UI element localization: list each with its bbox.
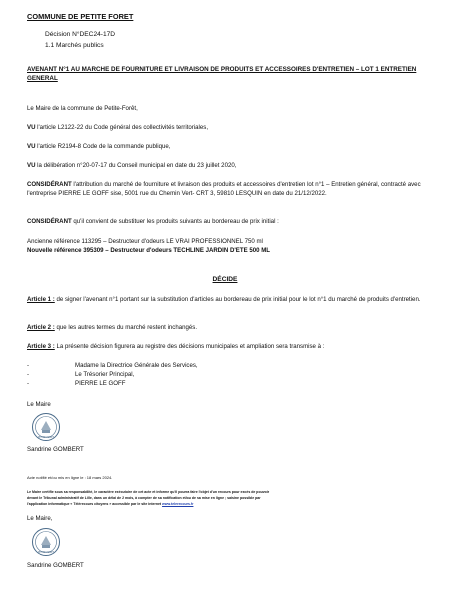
decision-subject: AVENANT N°1 AU MARCHE DE FOURNITURE ET LIVRAISON DE PRODUITS ET ACCESSOIRES D'ENTRETIEN – LOT 1 ENTRETIEN GENERAL [27, 66, 417, 82]
article-2 [27, 324, 423, 333]
signature2-name: Sandrine GOMBERT [27, 562, 84, 569]
recipient-text: PIERRE LE GOFF [75, 380, 126, 387]
article-label: Article 3 : [27, 343, 55, 350]
municipal-seal-icon [31, 527, 61, 557]
old-reference: Ancienne référence 113295 – Destructeur d'odeurs LE VRAI PROFESSIONNEL 750 ml [27, 238, 263, 245]
visa-1 [27, 124, 423, 133]
visa-label: VU [27, 124, 36, 131]
recipient-text: Le Trésorier Principal, [75, 371, 135, 378]
article-label: Article 1 : [27, 296, 55, 303]
bullet: - [27, 380, 30, 387]
article-text: La présente décision figurera au registre des décisions municipales et ampliation sera transmise à : [54, 343, 325, 350]
telerecours-link[interactable]: www.telerecours.fr [162, 502, 194, 506]
legal-line-2: devant le Tribunal administratif de Lille, dans un délai de 2 mois, à compter de sa notification et/ou de sa mise en ligne ; saisine possible par [27, 496, 261, 500]
article-text: de signer l'avenant n°1 portant sur la substitution d'articles au bordereau de prix initial pour le lot n°1 du marché de produits d'entretien. [54, 296, 421, 303]
intro-line: Le Maire de la commune de Petite-Forêt, [27, 105, 138, 112]
recipient-text: Madame la Directrice Générale des Services, [75, 362, 198, 369]
considerant-label: CONSIDÉRANT [27, 181, 72, 188]
considerant-label: CONSIDÉRANT [27, 218, 72, 225]
signature-title: Le Maire [27, 401, 51, 408]
municipal-seal-icon [31, 412, 61, 442]
new-reference: Nouvelle référence 395309 – Destructeur d'odeurs TECHLINE JARDIN D'ETE 500 ML [27, 247, 271, 254]
decision-category: 1.1 Marchés publics [45, 42, 104, 49]
seal-text: PETITE FORET [37, 436, 55, 439]
signature-name: Sandrine GOMBERT [27, 446, 84, 453]
considerant-2 [27, 218, 423, 227]
decision-number: Décision N°DEC24-17D [45, 31, 116, 38]
commune-heading: COMMUNE DE PETITE FORET [27, 12, 134, 21]
visa-2 [27, 143, 423, 152]
recipient-item [27, 381, 125, 387]
notification-date: Acte notifié et/ou mis en ligne le : 18 mars 2024. [27, 475, 113, 480]
considerant-1 [27, 181, 423, 198]
article-text: que les autres termes du marché restent inchangés. [54, 324, 198, 331]
recipient-item [27, 363, 198, 369]
visa-label: VU [27, 162, 36, 169]
visa-text: l'article R2194-8 Code de la commande publique, [35, 143, 171, 150]
considerant-text: l'attribution du marché de fourniture et livraison des produits et accessoires d'entretien lot n°1 – Entretien général, contracté avec l'entreprise PIERRE LE GOFF sise, 5001 rue du Chemin Vert- CRT 3, 59810 LESQUIN en date du 21/12/2022. [27, 181, 421, 197]
article-3 [27, 343, 423, 352]
visa-label: VU [27, 143, 36, 150]
decide-heading: DÉCIDE [212, 276, 238, 283]
legal-line-1: Le Maire certifie sous sa responsabilité, le caractère exécutoire de cet acte et informe qu'il pourra faire l'objet d'un recours pour excès de pouvoir [27, 490, 270, 494]
visa-text: l'article L2122-22 du Code général des collectivités territoriales, [35, 124, 209, 131]
visa-text: la délibération n°20-07-17 du Conseil municipal en date du 23 juillet 2020, [35, 162, 237, 169]
visa-3 [27, 162, 423, 171]
recipient-item [27, 372, 134, 378]
legal-line-3-text: l'application informatique « Télérecours citoyens » accessible par le site internet [27, 502, 163, 506]
article-1 [27, 296, 423, 305]
considerant-text: qu'il convient de substituer les produits suivants au bordereau de prix initial : [71, 218, 279, 225]
bullet: - [27, 371, 30, 378]
bullet: - [27, 362, 30, 369]
article-label: Article 2 : [27, 324, 55, 331]
seal-text: PETITE FORET [37, 551, 55, 554]
signature2-title: Le Maire, [27, 515, 53, 522]
legal-line-3 [27, 502, 423, 507]
